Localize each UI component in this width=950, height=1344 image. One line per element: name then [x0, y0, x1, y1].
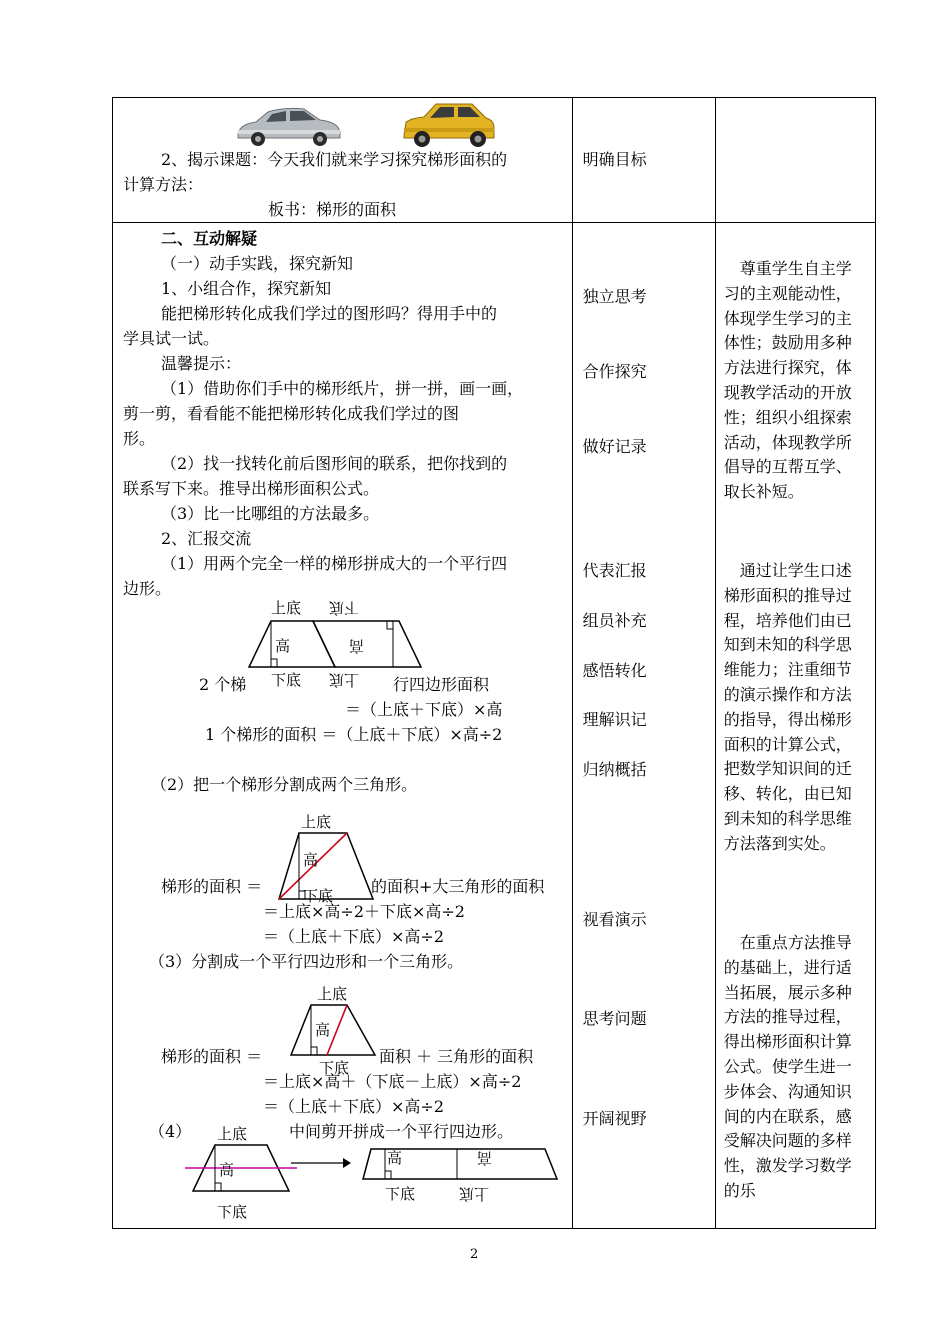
label-top-base: 上底	[271, 599, 302, 617]
label-height: 高	[315, 1021, 331, 1039]
method1-line-2: 边形。	[123, 579, 172, 598]
tip1-line-3: 形。	[123, 429, 156, 448]
method1-formula-3: 1 个梯形的面积 ＝（上底＋下底）×高÷2	[205, 725, 503, 744]
activity-label: 开阔视野	[582, 1109, 647, 1128]
tip2-line-2: 联系写下来。推导出梯形面积公式。	[123, 479, 380, 498]
method1-formula-1b: 行四边形面积	[393, 675, 490, 694]
label-height: 高	[303, 851, 319, 869]
label-bottom-base: 下底	[303, 887, 334, 905]
lesson-plan-table	[112, 97, 876, 1229]
tip-title: 温馨提示：	[161, 354, 242, 373]
method3-formula-1b: 面积 ＋ 三角形的面积	[379, 1047, 534, 1066]
label-bottom-base: 下底	[217, 1203, 248, 1221]
method1-formula-2: ＝（上底＋下底）×高	[345, 700, 503, 719]
teaching-process-cell	[113, 98, 573, 223]
activity-label: 做好记录	[582, 437, 647, 456]
activity-label: 组员补充	[582, 611, 647, 630]
topic-line-1: 2、揭示课题：今天我们就来学习探究梯形面积的	[161, 150, 508, 169]
design-intent-paragraph: 在重点方法推导的基础上，进行适当拓展，展示多种方法的推导过程，得出梯形面积计算公式。使学生进一步体会、沟通知识间的内在联系，感受解决问题的多样性，激发学习数学的乐	[723, 933, 852, 1200]
method3-title: （3）分割成一个平行四边形和一个三角形。	[149, 952, 464, 971]
label-bottom-base: 下底	[271, 671, 302, 689]
activity-label: 归纳概括	[582, 760, 647, 779]
method2-title: （2）把一个梯形分割成两个三角形。	[151, 775, 418, 794]
activity-label: 理解识记	[582, 710, 647, 729]
tip3: （3）比一比哪组的方法最多。	[161, 504, 380, 523]
method2-formula-1a: 梯形的面积 ＝	[161, 877, 263, 896]
label-height-rotated: 高	[349, 637, 365, 655]
label-bottom-base: 下底	[319, 1059, 350, 1077]
activity-label: 独立思考	[582, 287, 647, 306]
activity-label: 感悟转化	[582, 661, 647, 680]
design-intent-paragraph: 通过让学生口述梯形面积的推导过程，培养他们由已知到未知的科学思维能力；注重细节的演示操作和方法的指导，得出梯形面积的计算公式，把数学知识间的迁移、转化，由已知到未知的科学思维方法落到实处。	[723, 561, 852, 853]
design-intent-cell	[715, 223, 875, 1229]
page-number: 2	[470, 1247, 479, 1262]
label-top-base: 上底	[217, 1125, 248, 1143]
table-row	[113, 223, 876, 1229]
design-intent-cell	[715, 98, 875, 223]
label-bottom-base: 下底	[385, 1185, 416, 1203]
method3-formula-3: ＝（上底＋下底）×高÷2	[263, 1097, 444, 1116]
sub-heading-2: 1、小组合作，探究新知	[161, 279, 332, 298]
method2-formula-2: ＝上底×高÷2＋下底×高÷2	[263, 902, 465, 921]
method3-formula-2: ＝上底×高＋（下底－上底）×高÷2	[263, 1072, 522, 1091]
tip1-line-1: （1）借助你们手中的梯形纸片，拼一拼，画一画，	[161, 379, 524, 398]
activity-label: 合作探究	[582, 362, 647, 381]
label-top-base-rotated: 上底	[459, 1185, 490, 1203]
question-line-1: 能把梯形转化成我们学过的图形吗？得用手中的	[161, 304, 498, 323]
label-top-base-rotated: 下底	[329, 599, 360, 617]
table-row	[113, 98, 876, 223]
arrow-icon	[291, 1157, 351, 1169]
section-title: 二、互动解疑	[161, 229, 258, 248]
activity-label: 代表汇报	[582, 561, 647, 580]
blackboard-title: 板书：梯形的面积	[268, 200, 397, 219]
method1-formula-1a: 2 个梯	[199, 675, 247, 694]
activity-label: 视看演示	[582, 910, 647, 929]
method2-formula-3: ＝（上底＋下底）×高÷2	[263, 927, 444, 946]
label-height: 高	[219, 1161, 235, 1179]
method4-number: （4）	[149, 1122, 192, 1141]
label-height-rotated: 高	[477, 1149, 493, 1167]
cut-trapezoid-figure	[185, 1143, 295, 1195]
activity-label: 思考问题	[582, 1009, 647, 1028]
report-heading: 2、汇报交流	[161, 529, 252, 548]
sub-heading-1: （一）动手实践，探究新知	[161, 254, 354, 273]
method2-formula-1b: 的面积+大三角形的面积	[371, 877, 545, 896]
student-activity-cell	[572, 223, 715, 1229]
label-top-base: 上底	[317, 985, 348, 1003]
design-intent-paragraph: 尊重学生自主学习的主观能动性，体现学生学习的主体性；鼓励用多种方法进行探究，体现教学活动的开放性；组织小组探索活动，体现教学所倡导的互帮互学、取长补短。	[723, 259, 852, 502]
teaching-process-cell	[113, 223, 573, 1229]
topic-line-2: 计算方法：	[123, 175, 204, 194]
sedan-car-icon	[234, 104, 344, 148]
parallelogram-figure	[243, 619, 423, 671]
method1-line-1: （1）用两个完全一样的梯形拼成大的一个平行四	[161, 554, 508, 573]
label-height: 高	[275, 637, 291, 655]
method3-formula-1a: 梯形的面积 ＝	[161, 1047, 263, 1066]
student-activity-cell	[572, 98, 715, 223]
label-bottom-base-rotated: 上底	[329, 671, 360, 689]
label-height: 高	[387, 1149, 403, 1167]
tip2-line-1: （2）找一找转化前后图形间的联系，把你找到的	[161, 454, 508, 473]
question-line-2: 学具试一试。	[123, 329, 220, 348]
activity-label: 明确目标	[582, 150, 647, 169]
parallelogram-triangle-figure	[289, 1003, 379, 1059]
suv-car-icon	[398, 98, 498, 150]
label-top-base: 上底	[301, 813, 332, 831]
method4-text: 中间剪开拼成一个平行四边形。	[289, 1122, 514, 1141]
tip1-line-2: 剪一剪，看看能不能把梯形转化成我们学过的图	[123, 404, 460, 423]
